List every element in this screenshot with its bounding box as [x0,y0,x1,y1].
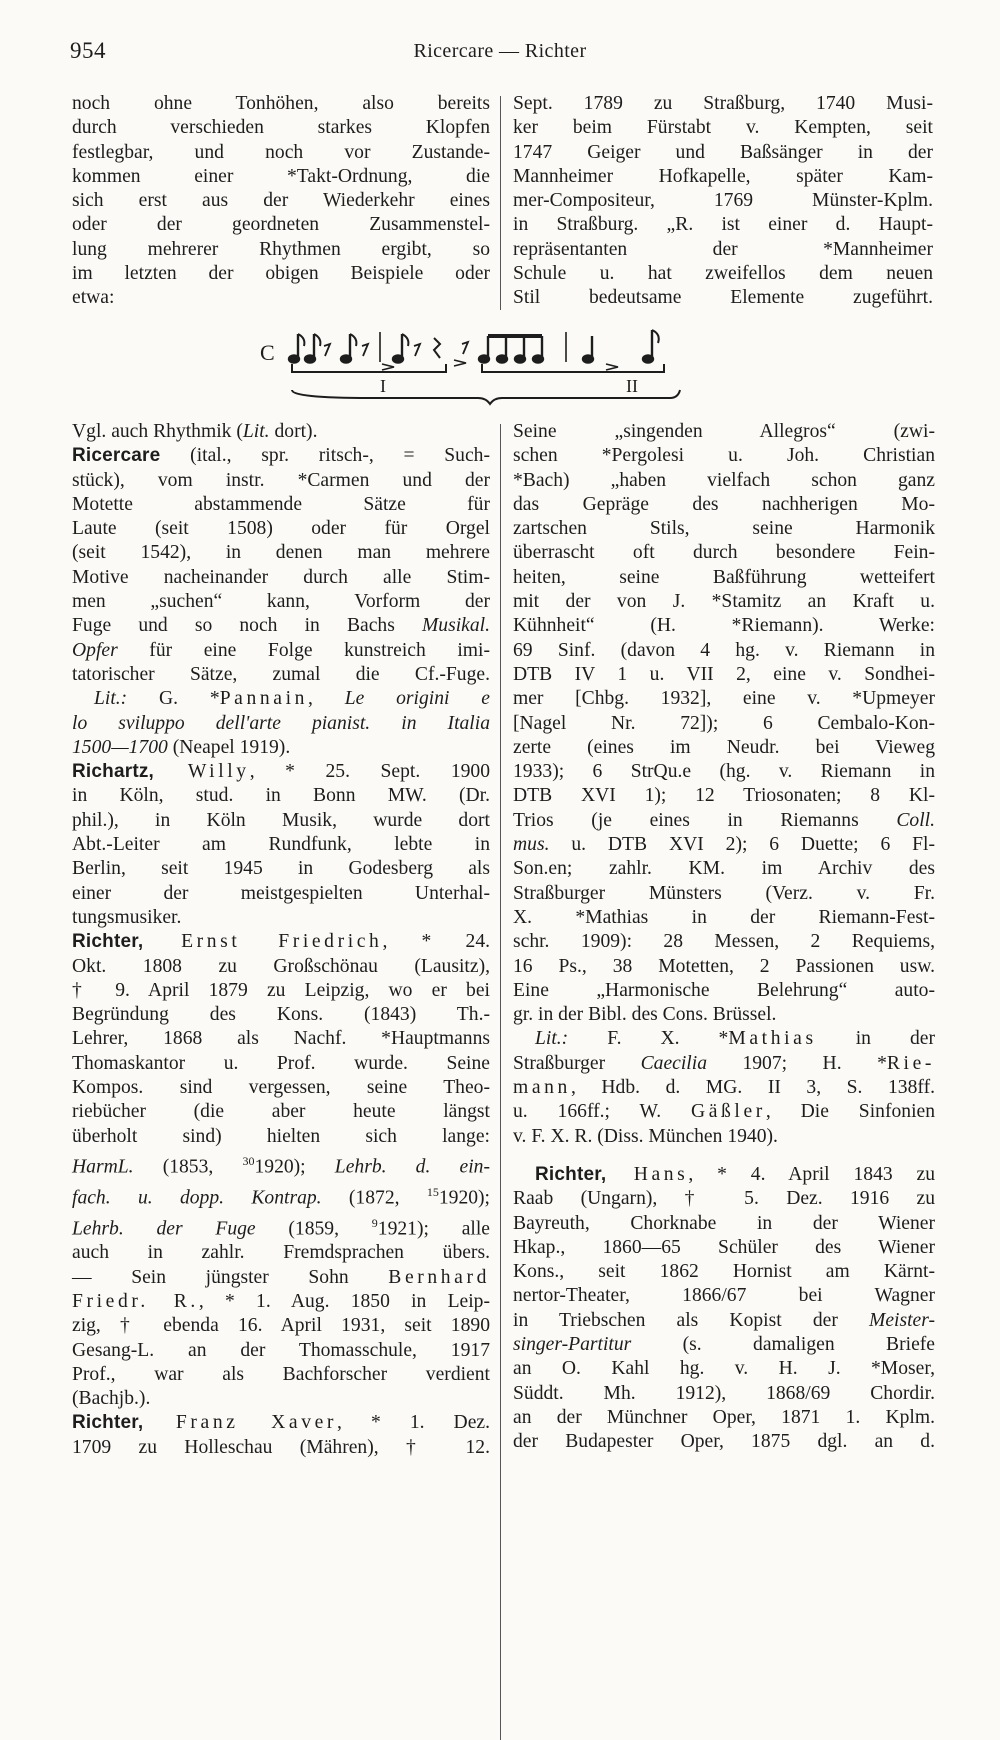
text-line [72,1211,490,1242]
literature-label: Lit.: [535,1028,569,1050]
text-line: Sept. 1789 zu Straßburg, 1740 Musi- [513,93,933,114]
person-name: Ernst Friedrich [143,931,383,953]
text-line: Schule u. hat zweifellos dem neuen [513,263,933,285]
text-run: in der [816,1028,935,1050]
text-line: Motette abstammende Sätze für [72,493,490,515]
text-run: (1859, [255,1218,372,1240]
author-name: Gäßler [690,1101,766,1123]
text-line [513,1309,935,1333]
text-run: Fuge und so noch in Bachs [72,615,422,637]
text-line: durch verschieden starkes Klopfen [72,117,490,139]
text-line: ker beim Fürstabt v. Kempten, seit [513,117,933,139]
text-line: etwa: [72,287,115,309]
person-name: Friedr. R. [72,1290,199,1312]
entry-richter-franz-xaver [72,1411,490,1460]
text-line: mer [Chbg. 1932], eine v. *Upmeyer [513,688,935,710]
text-line: in Köln, stud. in Bonn MW. (Dr. [72,785,490,807]
text-line: Bayreuth, Chorknabe in der Wiener [513,1212,935,1234]
text-line: Gesang-L. an der Thomasschule, 1917 [72,1339,490,1361]
text-run: 1921); alle [377,1218,490,1240]
text-run: , * 24. [382,931,491,953]
text-run: (s. damaligen Briefe [631,1333,935,1355]
text-line: 69 Sinf. (davon 4 hg. v. Riemann in [513,639,935,661]
text-line: lung mehrerer Rhythmen ergibt, so [72,238,490,260]
author-name: Rie- [886,1052,935,1074]
text-run: Musikal. [421,615,490,637]
text-line: riebücher (die aber heute längst [72,1101,490,1123]
text-line: festlegbar, und noch vor Zustande- [72,141,490,163]
text-line [72,444,490,468]
text-line [513,1076,935,1100]
text-line: in Straßburg. „R. ist einer d. Haupt- [513,214,933,236]
text-line [513,1052,935,1076]
author-name: Mathias [728,1028,817,1050]
text-run: Le origini e [344,688,490,710]
text-line: Thomaskantor u. Prof. wurde. Seine [72,1052,490,1074]
text-line: der Budapester Oper, 1875 dgl. an d. [513,1431,935,1453]
text-line: X. *Mathias in der Riemann-Fest- [513,906,935,928]
text-line: mer-Compositeur, 1769 Münster-Kplm. [513,190,933,212]
headword: Richter, [535,1163,607,1185]
column-divider [500,424,501,1740]
text-line: mit der von J. *Stamitz an Kraft u. [513,591,935,613]
text-line: men „suchen“ kann, Vorform der [72,591,490,613]
text-line: 16 Ps., 38 Motetten, 2 Passionen usw. [513,955,935,977]
text-line: Raab (Ungarn), † 5. Dez. 1916 zu [513,1188,935,1210]
text-run: Coll. [896,809,935,831]
text-line: DTB XVI 1); 12 Triosonaten; 8 Kl- [513,785,935,807]
text-line: Mannheimer Hofkapelle, später Kam- [513,165,933,187]
text-line: überholt sind) hielten sich lange: [72,1125,490,1147]
text-run: in Triebschen als Kopist der [513,1309,869,1331]
text-line: *Bach) „haben vielfach schon ganz [513,469,935,491]
text-line: noch ohne Tonhöhen, also bereits [72,93,490,114]
text-line: Kühnheit“ (H. *Riemann). Werke: [513,615,935,637]
group-brackets [292,364,680,404]
time-signature: C [260,340,275,365]
rhythm-notation-example [250,320,750,410]
text-line: heiten, seine Baßführung wetteifert [513,566,935,588]
text-line: Eine „Harmonische Belehrung“ auto- [513,979,935,1001]
text-line: Motive nacheinander durch alle Stim- [72,566,490,588]
text-line: sich erst aus der Wiederkehr eines [72,190,490,212]
text-run: , * 1. Dez. [337,1412,490,1434]
text-line [513,1100,935,1124]
text-line: v. F. X. R. (Diss. München 1940). [513,1125,778,1147]
text-line [72,1266,490,1290]
headword: Richartz, [72,761,155,783]
edition-number: 30 [242,1153,255,1168]
text-line: Stil bedeutsame Elemente zugeführt. [513,287,933,309]
text-line: einer der meistgespielten Unterhal- [72,882,490,904]
text-line: nertor-Theater, 1866/67 bei Wagner [513,1285,935,1307]
text-line: 1709 zu Holleschau (Mähren), † 12. [72,1436,490,1458]
text-run: , [308,688,345,710]
text-line: (seit 1542), in denen man mehrere [72,542,490,564]
text-run: Lehrb. der Fuge [72,1218,256,1240]
note-group-2 [462,330,659,363]
text-line: Begründung des Kons. (1843) Th.- [72,1004,490,1026]
top-left-column [72,92,490,311]
person-name: Hans [606,1163,689,1185]
group-label-1: I [380,376,386,396]
text-line: tungsmusiker. [72,906,182,928]
note-group-1 [289,332,440,363]
text-line: schen *Pergolesi u. Joh. Christian [513,445,935,467]
text-run: Opfer [72,639,118,661]
text-run: Vgl. auch Rhythmik ( [72,421,243,442]
text-line: Seine „singenden Allegros“ (zwi- [513,421,935,442]
text-line: gr. in der Bibl. des Cons. Brüssel. [513,1004,777,1026]
text-line [72,639,490,663]
entry-richter-hans [513,1163,935,1455]
text-run: HarmL. [72,1156,134,1178]
edition-number: 15 [426,1184,439,1199]
entry-richartz [72,760,490,930]
text-line: Süddt. Mh. 1912), 1868/69 Chordir. [513,1382,935,1404]
text-line: DTB IV 1 u. VII 2, eine v. Sondhei- [513,663,935,685]
text-run: 1920); [254,1156,335,1178]
text-line: 1747 Geiger und Baßsänger in der [513,141,933,163]
text-run: Meister- [869,1309,935,1331]
person-name: Willy [154,761,250,783]
literature-label: Lit.: [94,688,128,710]
text-run: G. * [127,688,220,710]
text-line [72,1411,490,1435]
text-line [513,1027,935,1051]
headword: Richter, [72,931,144,953]
text-line: Laute (seit 1508) oder für Orgel [72,518,490,540]
text-line [513,833,935,857]
text-line: zartschen Stils, seine Harmonik [513,518,935,540]
text-line [72,1149,490,1180]
text-run: (Neapel 1919). [167,736,291,758]
text-line: Okt. 1808 zu Großschönau (Lausitz), [72,955,490,977]
text-run: mus. [513,834,550,856]
text-line: Berlin, seit 1945 in Godesberg als [72,858,490,880]
text-line: stück), vom instr. *Carmen und der [72,469,490,491]
edition-number: 9 [371,1215,378,1230]
text-line: Kompos. sind vergessen, seine Theo- [72,1077,490,1099]
running-title: Ricercare — Richter [413,40,587,62]
page-number: 954 [70,38,106,63]
text-run: Lehrb. d. ein- [334,1156,490,1178]
page-header [70,38,930,68]
text-line [72,712,490,736]
text-run: F. X. * [568,1028,729,1050]
text-line: zig, † ebenda 16. April 1931, seit 1890 [72,1315,490,1337]
text-line: † 9. April 1879 zu Leipzig, wo er bei [72,979,490,1001]
text-run: , Hdb. d. MG. II 3, S. 138ff. [570,1077,935,1099]
text-run: für eine Folge kunstreich imi- [117,639,490,661]
text-run: 1920); [438,1187,490,1209]
text-line: phil.), in Köln Musik, wurde dort [72,809,490,831]
text-run: , * 25. Sept. 1900 [249,761,491,783]
text-run: singer-Partitur [513,1333,632,1355]
text-run: Straßburger [513,1052,641,1074]
text-line: repräsentanten der *Mannheimer [513,238,933,260]
text-run: , Die Sinfonien [765,1101,936,1123]
text-line [513,809,935,833]
text-line: kommen einer *Takt-Ordnung, die [72,165,490,187]
text-line: an der Münchner Oper, 1871 1. Kplm. [513,1406,935,1428]
group-label-2: II [626,376,638,396]
top-right-column [513,92,933,311]
text-line: Son.en; zahlr. KM. im Archiv des [513,858,935,880]
text-line [72,1290,490,1314]
text-line [72,930,490,954]
text-run: Trios (je eines in Riemanns [513,809,897,831]
text-line [72,736,490,760]
author-name: mann [513,1077,571,1099]
text-run: , * 1. Aug. 1850 in Leip- [198,1290,490,1312]
text-line: an O. Kahl hg. v. H. J. *Moser, [513,1358,935,1380]
entry-ricercare [72,444,490,760]
text-line: im letzten der obigen Beispiele oder [72,263,490,285]
entry-richter-ernst-friedrich [72,930,490,1411]
text-run: (ital., spr. ritsch-, = Such- [160,445,490,467]
entry-richter-franz-xaver-continued [513,420,935,1149]
text-run: (1853, [133,1156,243,1178]
text-line: zerte (eines im Neudr. bei Vieweg [513,736,935,758]
text-run: u. DTB XVI 2); 6 Duette; 6 Fl- [549,834,935,856]
text-line: tatorischer Sätze, zumal die Cf.-Fuge. [72,663,490,685]
text-run: dort). [269,421,318,442]
text-line [72,760,490,784]
text-line [513,1333,935,1357]
text-run: 1500—1700 [72,736,168,758]
text-run: 1907; H. * [707,1052,887,1074]
text-run: , * 4. April 1843 zu [688,1163,936,1185]
author-name: Pannain [219,688,309,710]
headword: Richter, [72,1412,144,1434]
text-line: Abt.-Leiter am Rundfunk, lebte in [72,834,490,856]
column-divider [500,96,501,310]
text-run: u. 166ff.; W. [513,1101,691,1123]
text-line [72,687,490,711]
text-line [513,1163,935,1187]
text-line: Lehrer, 1868 als Nachf. *Hauptmanns [72,1028,490,1050]
person-name: Bernhard [388,1266,490,1288]
text-run: fach. u. dopp. Kontrap. [72,1187,322,1209]
text-line: Prof., war als Bachforscher verdient [72,1363,490,1385]
text-run: Caecilia [640,1052,707,1074]
text-line [72,1180,490,1211]
cross-reference [72,420,490,444]
headword: Ricercare [72,445,161,467]
text-line: Kons., seit 1862 Hornist am Kärnt- [513,1261,935,1283]
left-column [72,420,490,1460]
text-line: schr. 1909): 28 Messen, 2 Requiems, [513,931,935,953]
text-line: oder der geordneten Zusammenstel- [72,214,490,236]
person-name: Franz Xaver [143,1412,338,1434]
text-run: Lit. [242,421,270,442]
right-column [513,420,935,1454]
text-line: 1933); 6 StrQu.e (hg. v. Riemann in [513,761,935,783]
text-line: Straßburger Münsters (Verz. v. Fr. [513,882,935,904]
text-line [72,614,490,638]
text-line: [Nagel Nr. 72]); 6 Cembalo-Kon- [513,712,935,734]
text-line: (Bachjb.). [72,1388,151,1410]
text-line: Hkap., 1860—65 Schüler des Wiener [513,1236,935,1258]
text-line: das Gepräge des nachherigen Mo- [513,493,935,515]
text-run: — Sein jüngster Sohn [72,1266,389,1288]
text-run: (1872, [321,1187,427,1209]
text-line: auch in zahlr. Fremdsprachen übers. [72,1242,490,1264]
text-line: überrascht oft durch besondere Fein- [513,542,935,564]
text-run: lo sviluppo dell'arte pianist. in Italia [72,712,490,734]
